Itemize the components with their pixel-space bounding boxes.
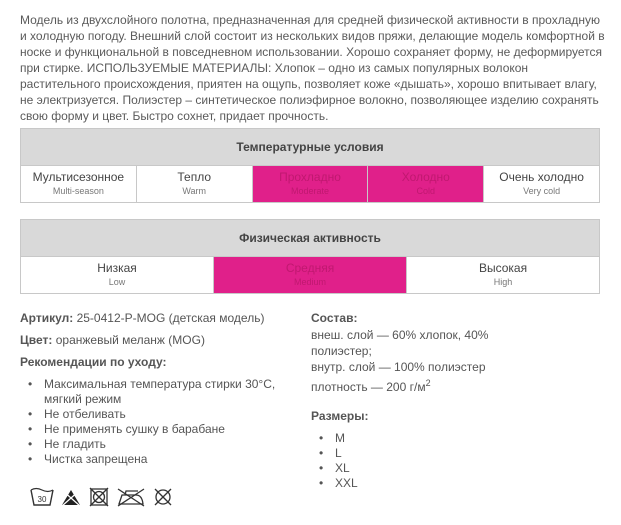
care-item: • Не применять сушку в барабане bbox=[44, 422, 300, 437]
no-iron-icon bbox=[116, 487, 146, 507]
color-line bbox=[20, 333, 300, 347]
composition-section bbox=[311, 311, 511, 491]
temperature-option-label: Тепло bbox=[177, 170, 212, 184]
care-icons bbox=[30, 487, 174, 507]
activity-title: Физическая активность bbox=[21, 220, 599, 257]
article-line bbox=[20, 311, 300, 325]
color-value: оранжевый меланж (MOG) bbox=[55, 333, 205, 347]
temperature-option-sublabel: Moderate bbox=[290, 186, 329, 196]
product-description: Модель из двухслойного полотна, предназначенная для средней физической активности в прохладную и холодную погоду. Внешний слой состоит из нескольких видов пряжи, делающие модель комфортной в носке и функциональной в повседневном использовании. Хорошо сохраняет форму, не деформируется при стирке. ИСПОЛЬЗУЕМЫЕ МАТЕРИАЛЫ: Хлопок – одно из самых популярных волокон растительного происхождения, приятен на ощупь, позволяет коже «дышать», хорошо впитывает влагу, не электризуется. Полиэстер – синтетическое полиэфирное волокно, позволяющее изделию сохранять свою форму и цвет. Быстро сохнет, придает прочность. bbox=[20, 13, 605, 123]
care-list bbox=[20, 377, 300, 467]
activity-option-label: Средняя bbox=[285, 261, 335, 275]
activity-option-sublabel: Medium bbox=[293, 277, 326, 287]
density-text: плотность — 200 г/м bbox=[311, 380, 426, 394]
composition-inner: внутр. слой — 100% полиэстер bbox=[311, 360, 486, 374]
activity-option bbox=[21, 257, 214, 293]
size-item: • XXL bbox=[335, 476, 511, 491]
size-item: • M bbox=[335, 431, 511, 446]
article-label: Артикул: bbox=[20, 311, 74, 325]
temperature-option-sublabel: Very cold bbox=[523, 186, 561, 196]
care-item: • Не гладить bbox=[44, 437, 300, 452]
composition-title: Состав: bbox=[311, 311, 358, 325]
temperature-option-sublabel: Warm bbox=[182, 186, 207, 196]
density-sup: 2 bbox=[425, 378, 431, 388]
no-tumble-dry-icon bbox=[88, 487, 110, 507]
care-item: • Чистка запрещена bbox=[44, 452, 300, 467]
sizes-title: Размеры: bbox=[311, 409, 369, 423]
activity-option-sublabel: Low bbox=[108, 277, 126, 287]
no-dry-clean-icon bbox=[152, 487, 174, 507]
care-title: Рекомендации по уходу: bbox=[20, 355, 167, 369]
temperature-option bbox=[137, 166, 253, 202]
temperature-option-label: Очень холодно bbox=[499, 170, 584, 184]
temperature-panel bbox=[20, 128, 600, 203]
temperature-title: Температурные условия bbox=[21, 129, 599, 166]
size-item: • L bbox=[335, 446, 511, 461]
composition-outer: внеш. слой — 60% хлопок, 40% полиэстер; bbox=[311, 328, 489, 358]
activity-option-label: Высокая bbox=[478, 261, 528, 275]
temperature-option-label: Холодно bbox=[401, 170, 450, 184]
care-item: • Не отбеливать bbox=[44, 407, 300, 422]
activity-option-label: Низкая bbox=[97, 261, 137, 275]
size-item: • XL bbox=[335, 461, 511, 476]
activity-options bbox=[21, 257, 599, 293]
wash-temp-label: 30 bbox=[37, 495, 47, 504]
sizes-list bbox=[311, 431, 511, 491]
temperature-option bbox=[484, 166, 599, 202]
temperature-option-label: Прохладно bbox=[279, 170, 341, 184]
activity-option-sublabel: High bbox=[493, 277, 513, 287]
care-item: • Максимальная температура стирки 30°C, мягкий режим bbox=[44, 377, 300, 407]
product-details bbox=[20, 311, 300, 467]
temperature-option-sublabel: Cold bbox=[416, 186, 436, 196]
temperature-options bbox=[21, 166, 599, 202]
temperature-option-sublabel: Multi-season bbox=[52, 186, 104, 196]
temperature-option-label: Мультисезонное bbox=[32, 170, 125, 184]
temperature-option bbox=[21, 166, 137, 202]
activity-option bbox=[214, 257, 407, 293]
temperature-option bbox=[253, 166, 369, 202]
activity-option bbox=[407, 257, 599, 293]
temperature-option bbox=[368, 166, 484, 202]
wash-30-icon bbox=[30, 487, 54, 507]
composition-density bbox=[311, 375, 511, 395]
no-bleach-icon bbox=[60, 487, 82, 507]
color-label: Цвет: bbox=[20, 333, 53, 347]
article-value: 25-0412-P-MOG (детская модель) bbox=[76, 311, 265, 325]
activity-panel bbox=[20, 219, 600, 294]
